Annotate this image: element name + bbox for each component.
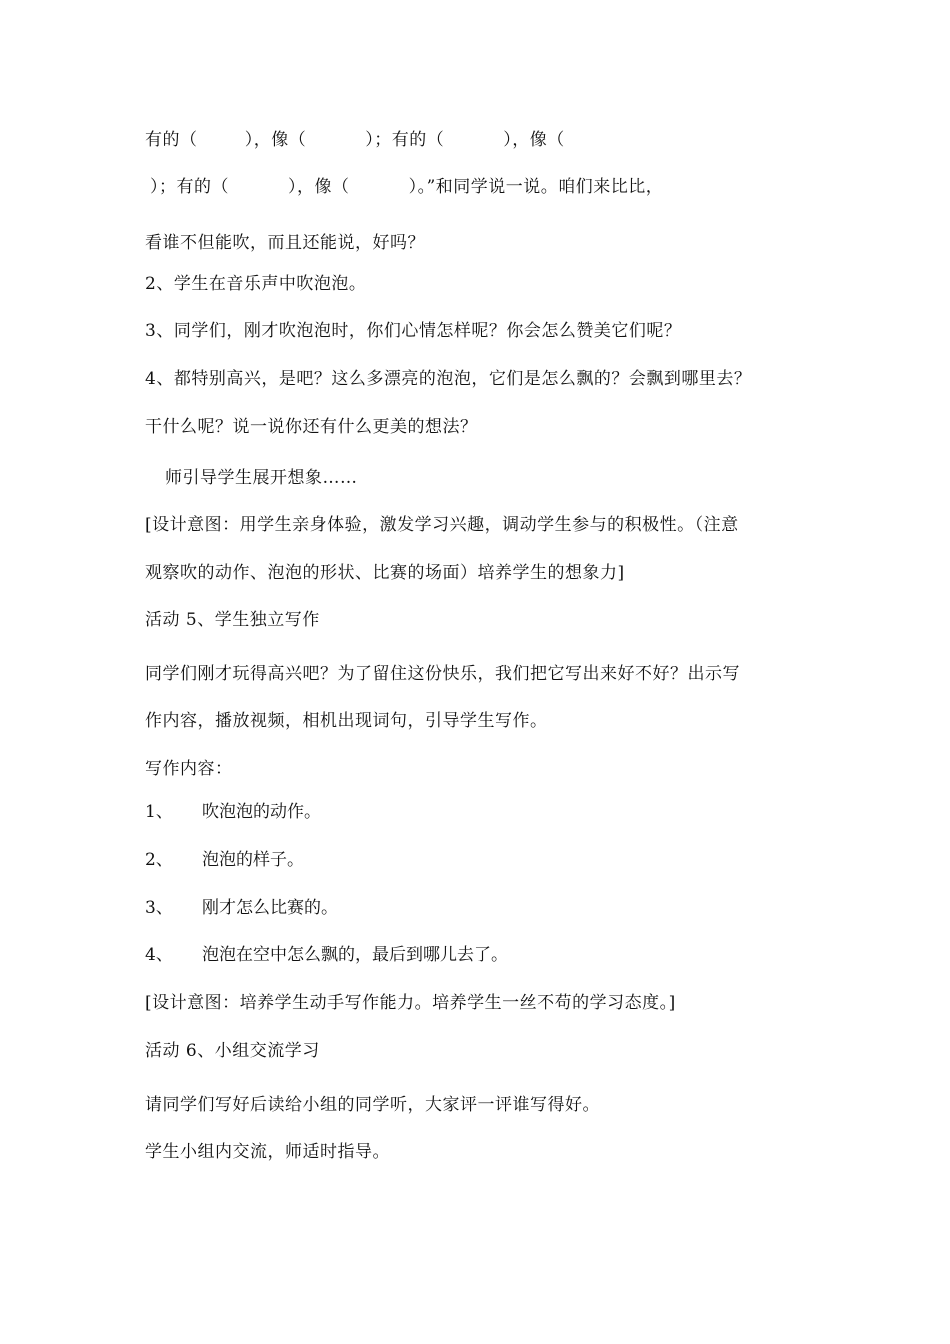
step-4-line: 4、都特别高兴，是吧？这么多漂亮的泡泡，它们是怎么飘的？会飘到哪里去？ [145, 369, 752, 389]
design-intent-line-1: [设计意图：用学生亲身体验，激发学习兴趣，调动学生参与的积极性。（注意 [145, 515, 739, 535]
list-item-number: 4、 [145, 945, 173, 965]
activity-5-paragraph-line-2: 作内容，播放视频，相机出现词句，引导学生写作。 [145, 711, 548, 731]
teacher-guide-line: 师引导学生展开想象…… [165, 468, 358, 488]
fill-blank-line-1: 有的（ ），像（ ）；有的（ ），像（ [145, 130, 565, 150]
design-intent-line-3: [设计意图：培养学生动手写作能力。培养学生一丝不苟的学习态度。] [145, 993, 676, 1013]
step-2-line: 2、学生在音乐声中吹泡泡。 [145, 274, 367, 294]
activity-5-heading: 活动 5、学生独立写作 [145, 610, 320, 630]
step-4-continued-line: 干什么呢？说一说你还有什么更美的想法？ [145, 417, 478, 437]
list-item-number: 2、 [145, 850, 173, 870]
paragraph-line: 看谁不但能吹，而且还能说，好吗？ [145, 233, 425, 253]
design-intent-line-2: 观察吹的动作、泡泡的形状、比赛的场面）培养学生的想象力] [145, 563, 625, 583]
list-item-text: 吹泡泡的动作。 [202, 802, 321, 822]
activity-5-paragraph-line-1: 同学们刚才玩得高兴吧？为了留住这份快乐，我们把它写出来好不好？出示写 [145, 664, 740, 684]
list-item-number: 3、 [145, 898, 173, 918]
activity-6-paragraph: 请同学们写好后读给小组的同学听，大家评一评谁写得好。 [145, 1095, 600, 1115]
list-item-text: 刚才怎么比赛的。 [202, 898, 338, 918]
step-3-line: 3、同学们，刚才吹泡泡时，你们心情怎样呢？你会怎么赞美它们呢？ [145, 321, 682, 341]
fill-blank-line-2: ）；有的（ ），像（ ）。”和同学说一说。咱们来比比， [150, 177, 664, 197]
activity-6-heading: 活动 6、小组交流学习 [145, 1041, 320, 1061]
list-item-text: 泡泡的样子。 [202, 850, 304, 870]
writing-content-heading: 写作内容： [145, 759, 233, 779]
list-item-text: 泡泡在空中怎么飘的，最后到哪儿去了。 [202, 945, 508, 965]
list-item-number: 1、 [145, 802, 173, 822]
group-exchange-line: 学生小组内交流，师适时指导。 [145, 1142, 390, 1162]
